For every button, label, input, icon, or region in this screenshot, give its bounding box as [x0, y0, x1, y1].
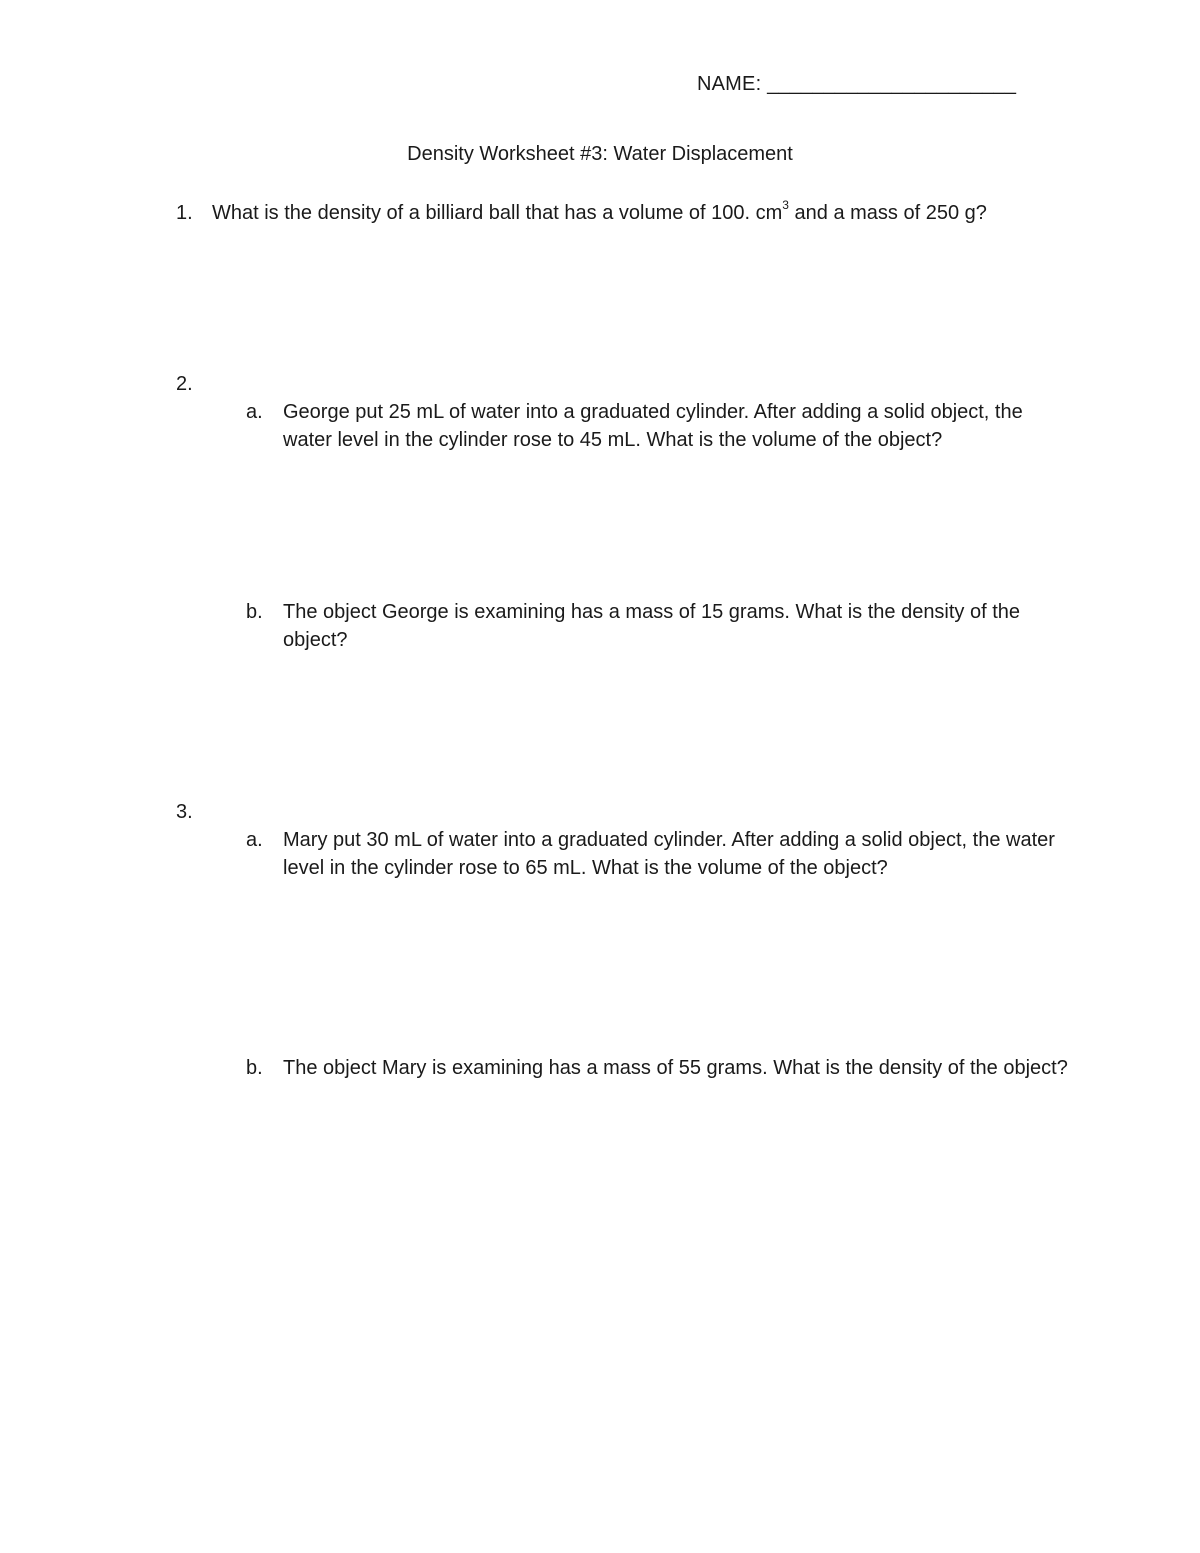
- question-3a-label: a.: [246, 829, 263, 851]
- question-2a-label: a.: [246, 401, 263, 423]
- question-1-number: 1.: [176, 202, 193, 224]
- question-2-number: 2.: [176, 373, 193, 395]
- question-3b-text: The object Mary is examining has a mass of 55 grams. What is the density of the object?: [283, 1057, 1068, 1079]
- volume-unit-exponent: 3: [782, 198, 789, 213]
- question-3b-label: b.: [246, 1057, 263, 1079]
- question-2a-text: George put 25 mL of water into a graduated cylinder. After adding a solid object, the water level in the cylinder rose to 45 mL. What is the volume of the object?: [283, 401, 1023, 451]
- question-3-number: 3.: [176, 801, 193, 823]
- question-1-text-end: and a mass of 250 g?: [788, 202, 987, 224]
- question-1-text-start: What is the density of a billiard ball that has a volume of 100. cm: [212, 202, 783, 224]
- name-field-label: NAME: ______________________: [697, 73, 1017, 95]
- worksheet-title: Density Worksheet #3: Water Displacement: [407, 143, 793, 165]
- question-2b-label: b.: [246, 601, 263, 623]
- question-3a-text: Mary put 30 mL of water into a graduated cylinder. After adding a solid object, the water level in the cylinder rose to 65 mL. What is the volume of the object?: [283, 829, 1055, 879]
- question-2b-text: The object George is examining has a mass of 15 grams. What is the density of the object?: [283, 601, 1021, 651]
- question-1-text: [212, 199, 987, 227]
